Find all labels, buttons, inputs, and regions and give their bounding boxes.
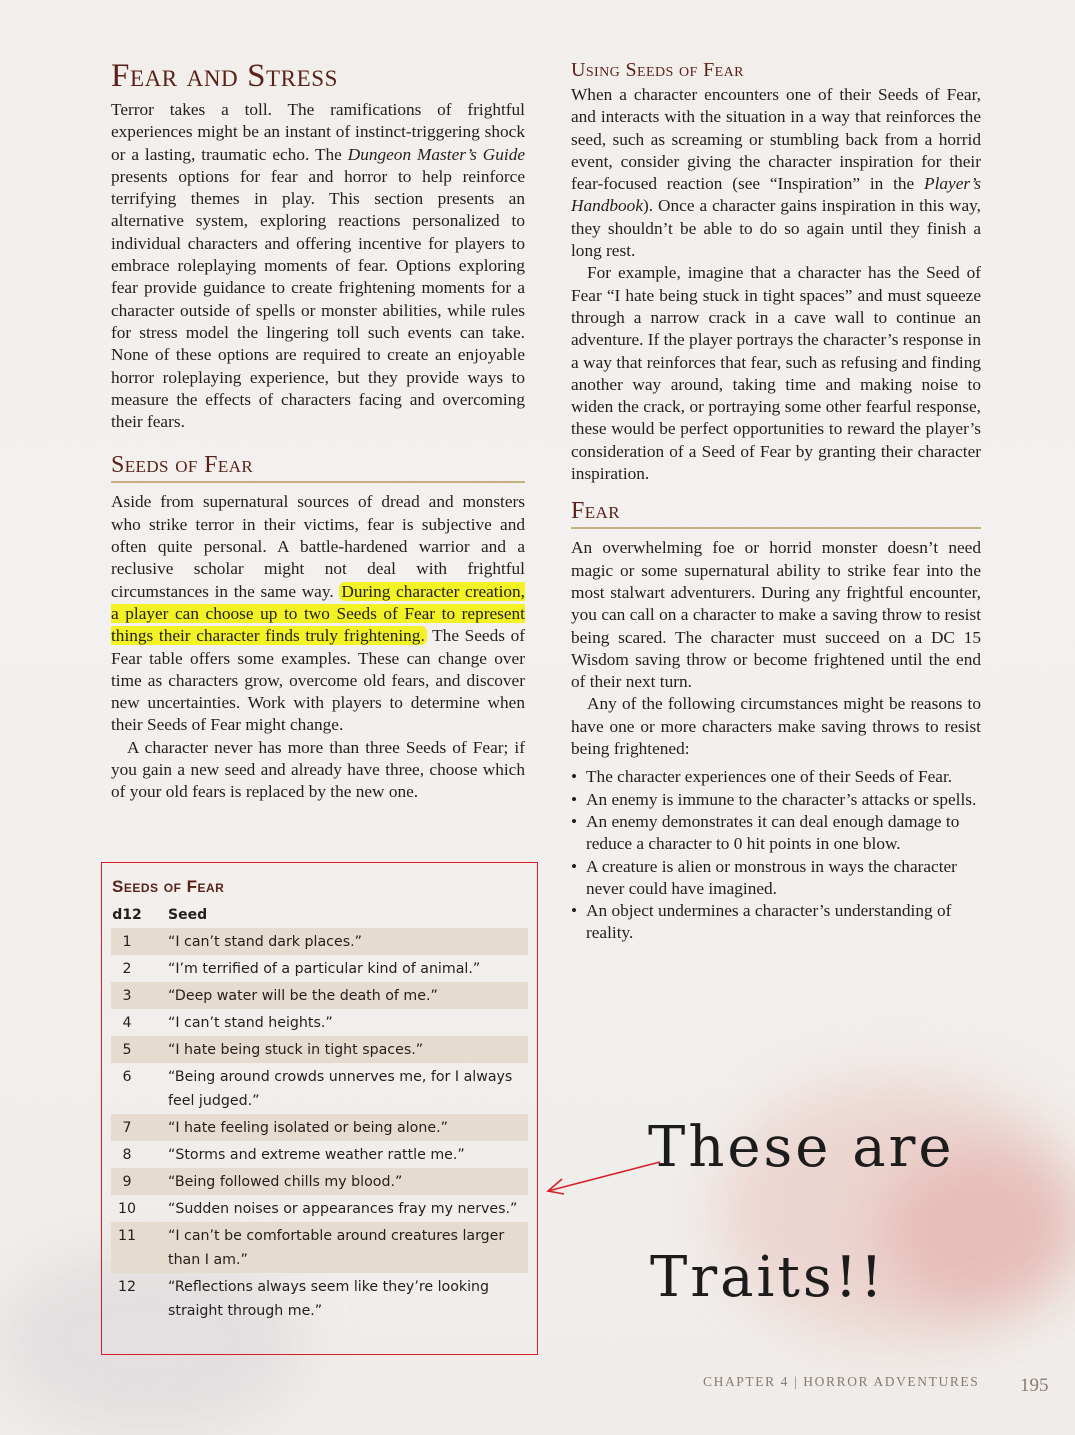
table-row: 9 “Being followed chills my blood.”: [111, 1168, 528, 1195]
list-item: • An enemy demonstrates it can deal enough damage to reduce a character to 0 hit points in one blow.: [571, 811, 981, 856]
table-row: 8 “Storms and extreme weather rattle me.”: [122, 1146, 465, 1163]
fear-and-stress-paragraph: Terror takes a toll. The ramifications of frightful experiences might be an instant of instinct-triggering shock or a lasting, traumatic echo. The Dungeon Master’s Guide presents options for fear and horror to help reinforce terrifying themes in play. This section presents an alternative system, exploring reactions personalized to individual characters and offering incentive for players to embrace roleplaying moments of fear. Options exploring fear provide guidance to create frightening moments for a character outside of spells or monster abilities, while rules for stress model the lingering toll such events can take. None of these options are required to create an enjoyable horror roleplaying experience, but they provide ways to measure the effects of characters facing and overcoming their fears.: [111, 100, 526, 432]
example-paragraph: For example, imagine that a character has the Seed of Fear “I hate being stuck in tight spaces” and must squeeze through a narrow crack in a cave wall to continue an adventure. If the player portrays the character’s response in a way that reinforces that fear, such as refusing and finding another way around, taking time and making noise to widen the crack, or portraying some other fearful response, these would be perfect opportunities to reward the player’s consideration of a Seed of Fear by granting their character inspiration.: [571, 263, 981, 484]
seeds-limit-paragraph: A character never has more than three Seeds of Fear; if you gain a new seed and already have three, choose which of your old fears is replaced by the new one.: [111, 737, 525, 802]
table-row: 1 “I can’t stand dark places.”: [111, 928, 528, 955]
book-title: Player’s Handbook: [571, 174, 981, 216]
fear-heading: Fear: [571, 497, 981, 529]
fear-and-stress-heading: Fear and Stress: [111, 58, 339, 94]
table-header: [111, 903, 528, 928]
highlighted-text: During character creation, a player can choose up to two Seeds of Fear to represent things their character finds truly frightening.: [111, 581, 525, 646]
fear-paragraph: An overwhelming foe or horrid monster doesn’t need magic or some supernatural ability to strike fear into the most stalwart adventurers. During any frightful encounter, you can call on a character to make a saving throw to resist being scared. The character must succeed on a DC 15 Wisdom saving throw or become frightened until the end of their next turn.: [571, 538, 981, 692]
annotation-text-line1: These are: [648, 1115, 955, 1180]
table-row: 4 “I can’t stand heights.”: [122, 1014, 333, 1031]
seeds-of-fear-heading: Seeds of Fear: [111, 451, 525, 483]
table-row: 11 “I can’t be comfortable around creatures larger than I am.”: [111, 1222, 528, 1273]
header-seed: Seed: [168, 907, 208, 923]
table-title: Seeds of Fear: [112, 877, 225, 896]
table-row: 2 “I’m terrified of a particular kind of animal.”: [122, 960, 481, 977]
seeds-of-fear-paragraph: Aside from supernatural sources of dread and monsters who strike terror in their victims, fear is subjective and often quite personal. A battle-hardened warrior and a reclusive scholar might not deal with frightful circumstances in the same way. During character creation, a player can choose up to two Seeds of Fear to represent things their character finds truly frightening. The Seeds of Fear table offers some examples. These can change over time as characters grow, overcome old fears, and discover new uncertainties. Work with players to determine when their Seeds of Fear might change.: [111, 492, 525, 735]
table-row: 3 “Deep water will be the death of me.”: [111, 982, 528, 1009]
circumstances-list: [571, 766, 981, 944]
annotation-text-line2: Traits!!: [650, 1245, 886, 1310]
fear-circumstances-paragraph: Any of the following circumstances might be reasons to have one or more characters make saving throws to resist being frightened:: [571, 694, 981, 759]
book-title: Dungeon Master’s Guide: [347, 144, 526, 164]
header-die: d12: [112, 907, 142, 923]
list-item: • A creature is alien or monstrous in ways the character never could have imagined.: [571, 856, 981, 901]
table-row: 7 “I hate feeling isolated or being alone.”: [111, 1114, 528, 1141]
table-row: 10 “Sudden noises or appearances fray my nerves.”: [117, 1200, 518, 1217]
page-number: 195: [1020, 1375, 1049, 1396]
using-seeds-heading: Using Seeds of Fear: [571, 59, 744, 81]
list-item: • An enemy is immune to the character’s attacks or spells.: [571, 789, 981, 811]
chapter-footer: CHAPTER 4 | HORROR ADVENTURES: [703, 1374, 980, 1389]
seeds-of-fear-table-box: [101, 862, 538, 1355]
left-column: [111, 58, 525, 804]
table-row: 12 “Reflections always seem like they’re looking straight through me.”: [117, 1278, 490, 1319]
list-item: • An object undermines a character’s understanding of reality.: [571, 900, 981, 945]
list-item: • The character experiences one of their Seeds of Fear.: [571, 766, 981, 788]
seeds-of-fear-table: [111, 903, 528, 1324]
annotation-arrow: [540, 1155, 665, 1200]
using-seeds-paragraph: When a character encounters one of their Seeds of Fear, and interacts with the situation in a way that reinforces the seed, such as screaming or stumbling back from a horrid event, consider giving the character inspiration for their fear-focused reaction (see “Inspiration” in the Player’s Handbook). Once a character gains inspiration in this way, they shouldn’t be able to do so again until they finish a long rest.: [571, 85, 981, 261]
table-row: 5 “I hate being stuck in tight spaces.”: [111, 1036, 528, 1063]
right-column: [571, 58, 981, 945]
table-row: 6 “Being around crowds unnerves me, for I always feel judged.”: [122, 1068, 513, 1109]
